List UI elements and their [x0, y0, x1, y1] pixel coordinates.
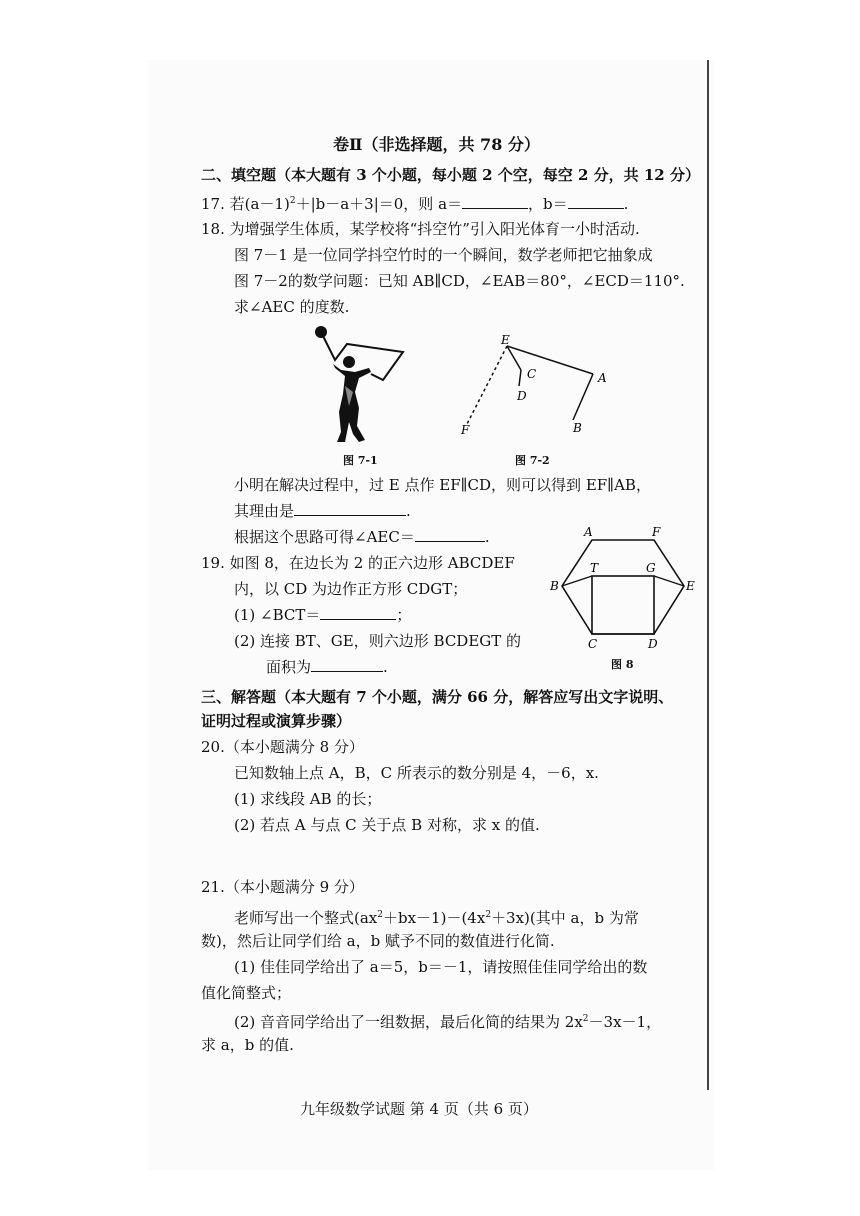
q17-text-b: ＋|b－a＋3|＝0，则 a＝: [295, 195, 463, 213]
label-a: A: [598, 371, 607, 385]
hexagon-abcdef: [562, 540, 684, 634]
q18-line6-end: .: [406, 502, 411, 520]
q18-line4: 求∠AEC 的度数.: [234, 298, 350, 316]
q21-line1: [234, 904, 639, 929]
q18-line3: 图 7－2的数学问题：已知 AB∥CD，∠EAB＝80°，∠ECD＝110°.: [234, 272, 685, 290]
q21-line4: 值化简整式；: [201, 984, 292, 1002]
q21-sup-2: 2: [485, 910, 492, 920]
label-d: D: [648, 637, 658, 651]
q21-line1-c: ＋3x)(其中 a，b 为常: [491, 909, 639, 927]
figure-7-2-caption: 图 7-2: [515, 454, 550, 467]
q17-sup: 2: [289, 196, 296, 206]
q21-line6: 求 a，b 的值.: [201, 1036, 294, 1054]
q19-line5-text: 面积为: [266, 658, 312, 676]
person-head: [343, 356, 355, 368]
figure-7-1-diabolo-image: [305, 322, 415, 446]
section-2-heading: 二、填空题（本大题有 3 个小题，每小题 2 个空，每空 2 分，共 12 分）: [201, 166, 700, 184]
q21-line5-a: (2) 音音同学给出了一组数据，最后化简的结果为 2x: [234, 1013, 583, 1031]
q18-blank-angle[interactable]: [415, 527, 485, 542]
line-ef-dashed: [467, 346, 507, 424]
section-3-heading: 三、解答题（本大题有 7 个小题，满分 66 分，解答应写出文字说明、: [201, 688, 674, 706]
q17-blank-b[interactable]: [568, 194, 624, 209]
label-f: F: [652, 525, 661, 539]
line-ab: [573, 374, 593, 420]
segment-bt: [562, 576, 592, 586]
q19-line5-end: .: [383, 658, 388, 676]
q18-line6: [234, 500, 411, 522]
q19-line3: [234, 604, 411, 626]
q17-text-a: 17. 若(a－1): [201, 195, 290, 213]
label-c: C: [588, 637, 598, 651]
figure-8-caption: 图 8: [611, 658, 634, 671]
q19-line1: 19. 如图 8，在边长为 2 的正六边形 ABCDEF: [201, 554, 515, 572]
q21-line5: [234, 1008, 661, 1033]
q20-line3: (2) 若点 A 与点 C 关于点 B 对称，求 x 的值.: [234, 816, 540, 834]
q19-blank-area[interactable]: [311, 657, 383, 672]
label-t: T: [590, 561, 599, 575]
label-b: B: [573, 421, 582, 435]
q20-line1: 已知数轴上点 A，B，C 所表示的数分别是 4，－6，x.: [234, 764, 599, 782]
page-edge-line: [707, 60, 709, 1090]
page-title: 卷Ⅱ（非选择题，共 78 分）: [333, 135, 540, 154]
section-3-heading-cont: 证明过程或演算步骤）: [201, 712, 352, 730]
q18-line7-text: 根据这个思路可得∠AEC＝: [234, 528, 415, 546]
label-e: E: [501, 333, 510, 347]
label-f: F: [461, 423, 470, 437]
q20-line2: (1) 求线段 AB 的长；: [234, 790, 382, 808]
person-silhouette: [333, 364, 371, 442]
q19-line2: 内，以 CD 为边作正方形 CDGT；: [234, 580, 468, 598]
q21-line1-b: ＋bx－1)－(4x: [383, 909, 486, 927]
q18-line7-end: .: [484, 528, 490, 546]
q19-line5: [266, 656, 388, 678]
q21-line1-a: 老师写出一个整式(ax: [234, 909, 378, 927]
q21-sup-1: 2: [377, 910, 383, 920]
figure-8-hexagon-diagram: [548, 522, 698, 654]
page-footer: 九年级数学试题 第 4 页（共 6 页）: [300, 1100, 538, 1118]
q19-line4: (2) 连接 BT、GE，则六边形 BCDEGT 的: [234, 632, 522, 650]
q18-line6-text: 其理由是: [234, 502, 295, 520]
label-g: G: [646, 561, 656, 575]
label-e: E: [686, 579, 695, 593]
q19-line3-end: ；: [396, 606, 412, 624]
q21-line3: (1) 佳佳同学给出了 a＝5，b＝－1，请按照佳佳同学给出的数: [234, 958, 648, 976]
q18-line1: 18. 为增强学生体质，某学校将“抖空竹”引入阳光体育一小时活动.: [201, 220, 640, 238]
q19-blank-angle[interactable]: [320, 605, 396, 620]
q18-line7: [234, 526, 490, 548]
question-17: [201, 190, 628, 215]
label-d: D: [517, 389, 527, 403]
label-a: A: [584, 525, 593, 539]
square-cdgt: [592, 576, 654, 634]
q17-mid: ，b＝: [528, 195, 568, 213]
q19-line3-text: (1) ∠BCT＝: [234, 606, 321, 624]
segment-ge: [654, 576, 684, 586]
q21-title: 21.（本小题满分 9 分）: [201, 878, 364, 896]
q21-line5-b: －3x－1，: [588, 1013, 662, 1031]
q21-line2: 数)，然后让同学们给 a，b 赋予不同的数值进行化简.: [201, 932, 555, 950]
q18-line2: 图 7－1 是一位同学抖空竹时的一个瞬间，数学老师把它抽象成: [234, 246, 653, 264]
line-ea: [507, 346, 593, 374]
label-b: B: [550, 579, 559, 593]
q18-line5: 小明在解决过程中，过 E 点作 EF∥CD，则可以得到 EF∥AB，: [234, 476, 651, 494]
q18-blank-reason[interactable]: [294, 501, 406, 516]
q20-title: 20.（本小题满分 8 分）: [201, 738, 364, 756]
q17-blank-a[interactable]: [462, 194, 528, 209]
label-c: C: [527, 367, 537, 381]
figure-7-1-caption: 图 7-1: [343, 454, 378, 467]
q21-sup-3: 2: [582, 1014, 589, 1024]
q17-end: .: [623, 195, 629, 213]
line-cd: [519, 370, 521, 386]
figure-7-2-diagram: [455, 332, 615, 448]
